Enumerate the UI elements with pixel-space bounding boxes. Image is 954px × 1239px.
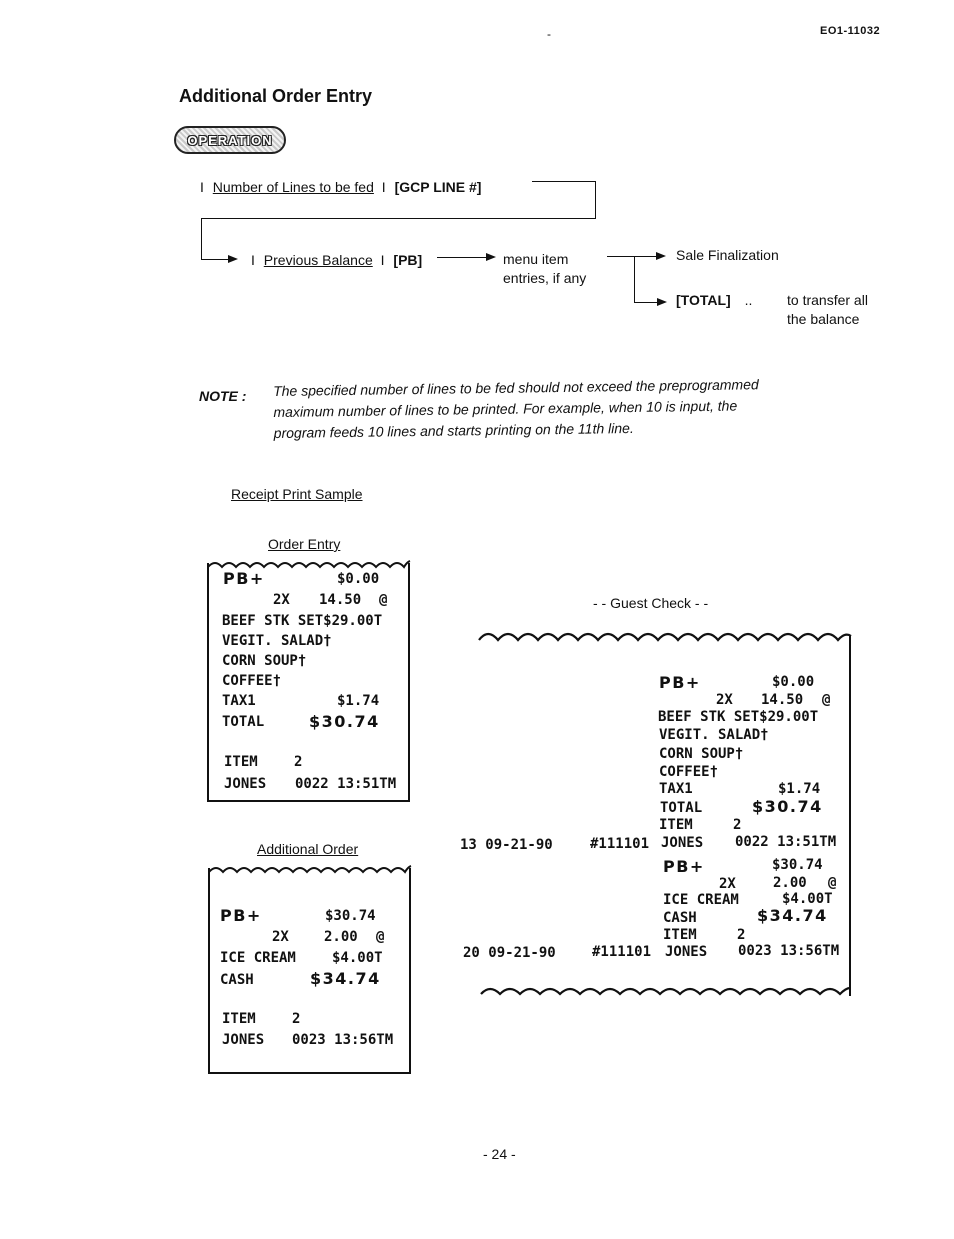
guest-item-count: 2 xyxy=(733,817,742,833)
receipt-cash-amount: $34.74 xyxy=(310,969,381,988)
receipt-line-amount: $4.00T xyxy=(332,950,383,966)
flow-connector xyxy=(437,257,487,258)
header-dash: - xyxy=(547,27,551,41)
flow-connector xyxy=(595,181,596,219)
page-title: Additional Order Entry xyxy=(179,86,373,106)
menu-item-text: menu item xyxy=(503,251,569,267)
guest-pb: PB+ xyxy=(663,857,705,876)
guest-check-heading: - - Guest Check - - xyxy=(593,595,709,611)
guest-tax-amount: $1.74 xyxy=(778,781,821,797)
receipt-line: CORN SOUP† xyxy=(222,653,307,669)
guest-tax-label: TAX1 xyxy=(659,781,693,797)
receipt-total-label: TOTAL xyxy=(222,714,265,730)
guest-line-number-date: 20 09-21-90 xyxy=(463,945,556,961)
receipt-item-label: ITEM xyxy=(224,754,258,770)
arrow-right-icon xyxy=(657,298,667,306)
receipt-at: @ xyxy=(379,592,388,608)
note-line: The specified number of lines to be fed should not exceed the preprogrammed xyxy=(273,376,759,399)
gcp-line-key: [GCP LINE #] xyxy=(394,179,482,195)
guest-at: @ xyxy=(828,875,837,891)
total-key: [TOTAL] xyxy=(676,292,731,308)
arrow-right-icon xyxy=(486,253,496,261)
receipt-item-label: ITEM xyxy=(222,1011,256,1027)
guest-total-amount: $30.74 xyxy=(752,797,823,816)
guest-clerk: JONES xyxy=(665,944,708,960)
flow-step-lines-to-feed xyxy=(200,179,481,195)
guest-total-label: TOTAL xyxy=(660,800,703,816)
receipt-clerk: JONES xyxy=(224,776,267,792)
order-entry-heading: Order Entry xyxy=(268,536,341,552)
guest-line: ICE CREAM xyxy=(663,892,739,908)
page-number: - 24 - xyxy=(483,1146,516,1162)
dots: .. xyxy=(744,292,753,308)
transfer-balance-text xyxy=(787,291,868,329)
receipt-tax-amount: $1.74 xyxy=(337,693,380,709)
guest-line-number-date: 13 09-21-90 xyxy=(460,837,553,853)
total-step xyxy=(676,292,752,308)
receipt-unit-price: 2.00 xyxy=(324,929,358,945)
guest-check-torn-edge-top xyxy=(478,626,854,644)
sale-finalization-label: Sale Finalization xyxy=(676,247,779,263)
guest-line-amount: $4.00T xyxy=(782,891,833,907)
arrow-right-icon xyxy=(656,252,666,260)
receipt-qty: 2X xyxy=(272,929,289,945)
receipt-sample-heading: Receipt Print Sample xyxy=(231,486,363,502)
guest-amount: $30.74 xyxy=(772,857,823,873)
note-label: NOTE : xyxy=(199,388,247,404)
flow-connector xyxy=(532,181,595,182)
guest-at: @ xyxy=(822,692,831,708)
receipt-line: COFFEE† xyxy=(222,673,282,689)
receipt-line: BEEF STK SET$29.00T xyxy=(222,613,383,629)
guest-cash-label: CASH xyxy=(663,910,697,926)
receipt-line: ICE CREAM xyxy=(220,950,296,966)
document-number: EO1-11032 xyxy=(820,25,881,37)
guest-line: COFFEE† xyxy=(659,764,719,780)
guest-check-code: #111101 xyxy=(592,944,652,960)
previous-balance-label: Previous Balance xyxy=(263,252,373,268)
receipt-qty: 2X xyxy=(273,592,290,608)
menu-item-text: entries, if any xyxy=(503,270,587,286)
order-entry-receipt xyxy=(207,563,410,802)
guest-clerk-info: 0022 13:51TM xyxy=(735,834,837,850)
flow-connector xyxy=(201,218,596,219)
additional-order-heading: Additional Order xyxy=(257,841,359,857)
guest-pb: PB+ xyxy=(659,673,701,692)
lines-to-feed-label: Number of Lines to be fed xyxy=(212,179,374,195)
receipt-tax-label: TAX1 xyxy=(222,693,256,709)
note-text xyxy=(273,373,834,444)
flow-step-previous-balance xyxy=(251,252,422,268)
guest-item-count: 2 xyxy=(737,927,746,943)
flow-connector xyxy=(634,256,635,303)
separator-bar: I xyxy=(251,252,255,268)
guest-line: VEGIT. SALAD† xyxy=(659,727,769,743)
receipt-item-count: 2 xyxy=(294,754,303,770)
receipt-amount: $30.74 xyxy=(325,908,376,924)
note-line: program feeds 10 lines and starts printing on the 11th line. xyxy=(273,419,634,441)
guest-item-label: ITEM xyxy=(659,817,693,833)
separator-bar: I xyxy=(200,179,204,195)
receipt-amount: $0.00 xyxy=(337,571,380,587)
flow-connector xyxy=(201,218,202,260)
guest-line: BEEF STK SET$29.00T xyxy=(658,709,819,725)
receipt-clerk: JONES xyxy=(222,1032,265,1048)
flow-connector xyxy=(607,256,657,257)
operation-badge: OPERATION xyxy=(174,126,286,154)
guest-check-edge xyxy=(849,636,851,996)
receipt-cash-label: CASH xyxy=(220,972,254,988)
flow-connector xyxy=(634,302,658,303)
receipt-pb: PB+ xyxy=(223,569,265,588)
guest-clerk-info: 0023 13:56TM xyxy=(738,943,840,959)
guest-amount: $0.00 xyxy=(772,674,815,690)
guest-cash-amount: $34.74 xyxy=(757,906,828,925)
pb-key: [PB] xyxy=(393,252,423,268)
transfer-text: the balance xyxy=(787,311,860,327)
separator-bar: I xyxy=(380,252,385,268)
separator-bar: I xyxy=(381,179,386,195)
additional-order-receipt xyxy=(208,868,411,1074)
note-line: maximum number of lines to be printed. For example, when 10 is input, the xyxy=(273,397,738,420)
guest-qty: 2X xyxy=(719,876,736,892)
menu-item-entries xyxy=(503,250,586,288)
receipt-item-count: 2 xyxy=(292,1011,301,1027)
receipt-at: @ xyxy=(376,929,385,945)
flow-connector xyxy=(201,259,229,260)
guest-unit-price: 14.50 xyxy=(761,692,804,708)
guest-qty: 2X xyxy=(716,692,733,708)
receipt-pb: PB+ xyxy=(220,906,262,925)
receipt-total-amount: $30.74 xyxy=(309,712,380,731)
transfer-text: to transfer all xyxy=(787,292,868,308)
guest-item-label: ITEM xyxy=(663,927,697,943)
guest-check-code: #111101 xyxy=(590,836,650,852)
receipt-clerk-info: 0022 13:51TM xyxy=(295,776,397,792)
guest-line: CORN SOUP† xyxy=(659,746,744,762)
receipt-unit-price: 14.50 xyxy=(319,592,362,608)
receipt-clerk-info: 0023 13:56TM xyxy=(292,1032,394,1048)
receipt-line: VEGIT. SALAD† xyxy=(222,633,332,649)
guest-check-torn-edge-bottom xyxy=(480,982,856,1000)
arrow-right-icon xyxy=(228,255,238,263)
guest-clerk: JONES xyxy=(661,835,704,851)
guest-unit-price: 2.00 xyxy=(773,875,807,891)
